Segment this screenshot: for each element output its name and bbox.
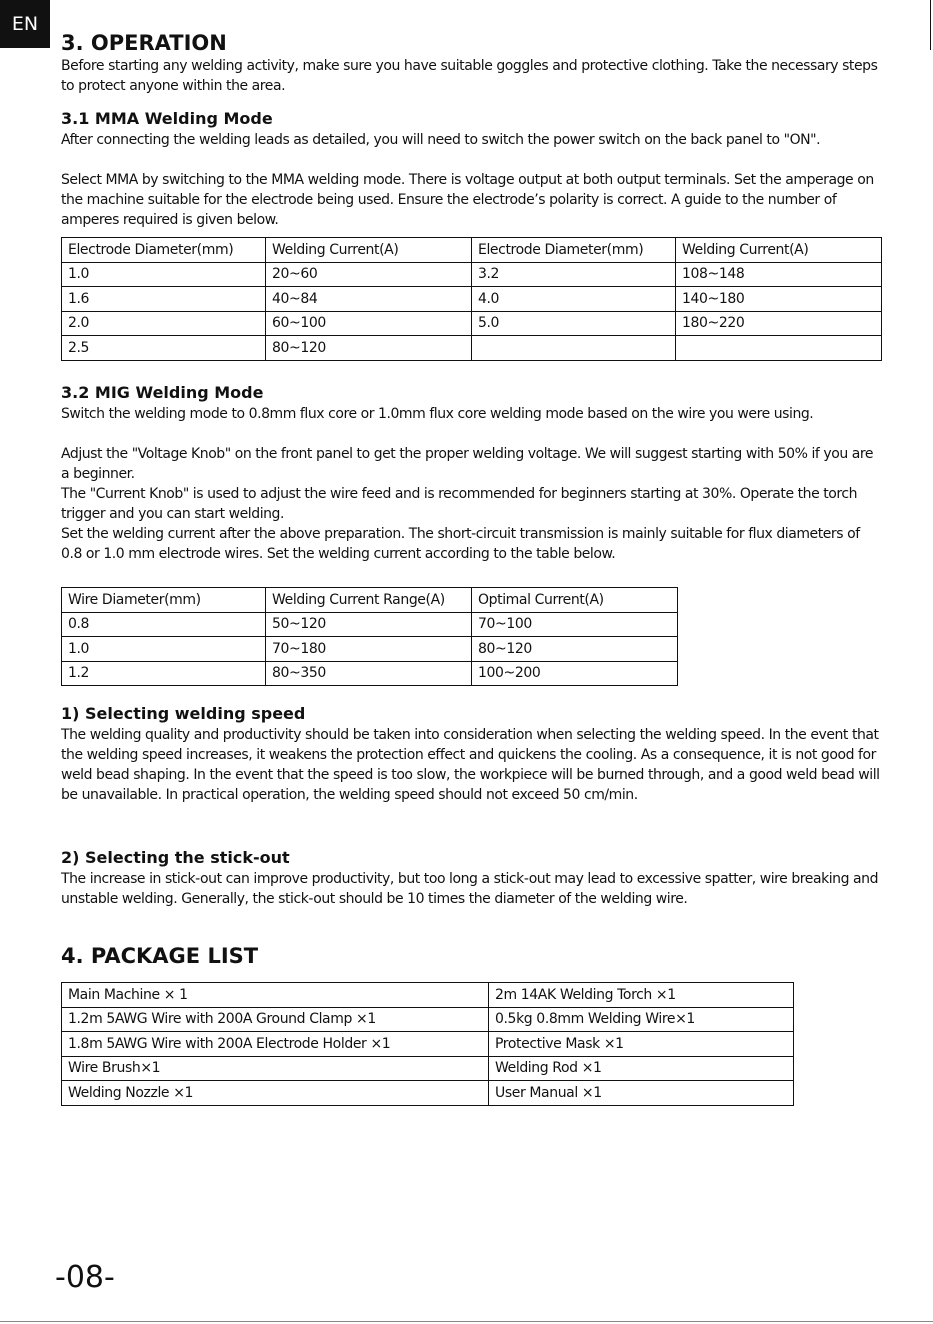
table-header-cell: Electrode Diameter(mm) [62,238,266,263]
table-header-cell: Electrode Diameter(mm) [472,238,676,263]
welding-speed-body: The welding quality and productivity should be taken into consideration when selecting the welding speed. In the event that the welding speed increases, it weakens the protection effect and quickens the cooling. As a consequence, it is not good for weld bead shaping. In the event that the speed is too slow, the workpiece will be burned through, and a good weld bead will be unavailable. In practical operation, the welding speed should not exceed 50 cm/min. [61,727,880,803]
package-list-table [61,982,794,1106]
section-3-2-para-4: Set the welding current after the above preparation. The short-circuit transmission is mainly suitable for flux diameters of 0.8 or 1.0 mm electrode wires. Set the welding current according to the table below. [61,526,860,562]
table-cell: 70~100 [472,612,678,637]
table-cell: 0.8 [62,612,266,637]
section-3-title: 3. OPERATION [61,31,227,55]
table-cell: 180~220 [676,311,882,336]
table-cell: 80~350 [266,661,472,686]
section-3-1-para-2: Select MMA by switching to the MMA welding mode. There is voltage output at both output terminals. Set the amperage on the machine suitable for the electrode being used. Ensure the electrode’s polarity is correct. A guide to the number of amperes required is given below. [61,172,874,228]
table-cell: Welding Nozzle ×1 [62,1081,489,1106]
table-cell: 1.8m 5AWG Wire with 200A Electrode Holder ×1 [62,1032,489,1057]
section-3-2-para-1: Switch the welding mode to 0.8mm flux core or 1.0mm flux core welding mode based on the wire you were using. [61,406,814,422]
table-cell: 2m 14AK Welding Torch ×1 [489,983,794,1008]
table-cell: 2.5 [62,336,266,361]
welding-speed-title: 1) Selecting welding speed [61,704,306,723]
language-tab: EN [0,0,50,48]
table-cell: 1.2 [62,661,266,686]
table-cell: 40~84 [266,287,472,312]
table-row [62,262,882,287]
table-cell: 2.0 [62,311,266,336]
section-3-1-title: 3.1 MMA Welding Mode [61,109,273,128]
table-cell: 1.2m 5AWG Wire with 200A Ground Clamp ×1 [62,1007,489,1032]
table-row [62,1081,794,1106]
table-row [62,287,882,312]
table-row [62,612,678,637]
page-bottom-rule [0,1321,933,1322]
table-row [62,983,794,1008]
page-number: -08- [55,1260,115,1295]
table-cell: Protective Mask ×1 [489,1032,794,1057]
table-cell: 1.0 [62,262,266,287]
table-cell: 100~200 [472,661,678,686]
table-cell: 3.2 [472,262,676,287]
table-row [62,1007,794,1032]
table-cell: 1.6 [62,287,266,312]
table-header-cell: Wire Diameter(mm) [62,588,266,613]
edge-rule [930,0,931,50]
section-3-1-para-1: After connecting the welding leads as detailed, you will need to switch the power switch on the back panel to "ON". [61,132,821,148]
table-header-cell: Optimal Current(A) [472,588,678,613]
section-4-title: 4. PACKAGE LIST [61,944,259,968]
table-header-row [62,238,882,263]
mma-current-table [61,237,882,361]
section-3-intro: Before starting any welding activity, make sure you have suitable goggles and protective clothing. Take the necessary steps to protect anyone within the area. [61,58,878,94]
table-cell: Welding Rod ×1 [489,1056,794,1081]
table-cell: 80~120 [472,637,678,662]
table-row [62,661,678,686]
table-cell: 140~180 [676,287,882,312]
table-header-cell: Welding Current Range(A) [266,588,472,613]
table-row [62,1056,794,1081]
table-cell: Main Machine × 1 [62,983,489,1008]
table-cell: 4.0 [472,287,676,312]
table-cell [676,336,882,361]
table-cell: 5.0 [472,311,676,336]
table-cell: 108~148 [676,262,882,287]
mig-current-table [61,587,678,686]
table-cell: 0.5kg 0.8mm Welding Wire×1 [489,1007,794,1032]
section-3-2-para-2: Adjust the "Voltage Knob" on the front panel to get the proper welding voltage. We will suggest starting with 50% if you are a beginner. [61,446,874,482]
section-3-2-title: 3.2 MIG Welding Mode [61,383,264,402]
table-row [62,1032,794,1057]
section-3-2-para-3: The "Current Knob" is used to adjust the wire feed and is recommended for beginners starting at 30%. Operate the torch trigger and you can start welding. [61,486,858,522]
table-header-cell: Welding Current(A) [676,238,882,263]
table-cell: 50~120 [266,612,472,637]
table-cell: 1.0 [62,637,266,662]
table-cell: 70~180 [266,637,472,662]
table-cell: Wire Brush×1 [62,1056,489,1081]
table-cell: 20~60 [266,262,472,287]
table-cell: 80~120 [266,336,472,361]
table-header-cell: Welding Current(A) [266,238,472,263]
table-cell [472,336,676,361]
table-row [62,336,882,361]
table-row [62,311,882,336]
table-cell: User Manual ×1 [489,1081,794,1106]
stick-out-body: The increase in stick-out can improve productivity, but too long a stick-out may lead to excessive spatter, wire breaking and unstable welding. Generally, the stick-out should be 10 times the diameter of the welding wire. [61,871,879,907]
table-header-row [62,588,678,613]
stick-out-title: 2) Selecting the stick-out [61,848,290,867]
table-cell: 60~100 [266,311,472,336]
table-row [62,637,678,662]
